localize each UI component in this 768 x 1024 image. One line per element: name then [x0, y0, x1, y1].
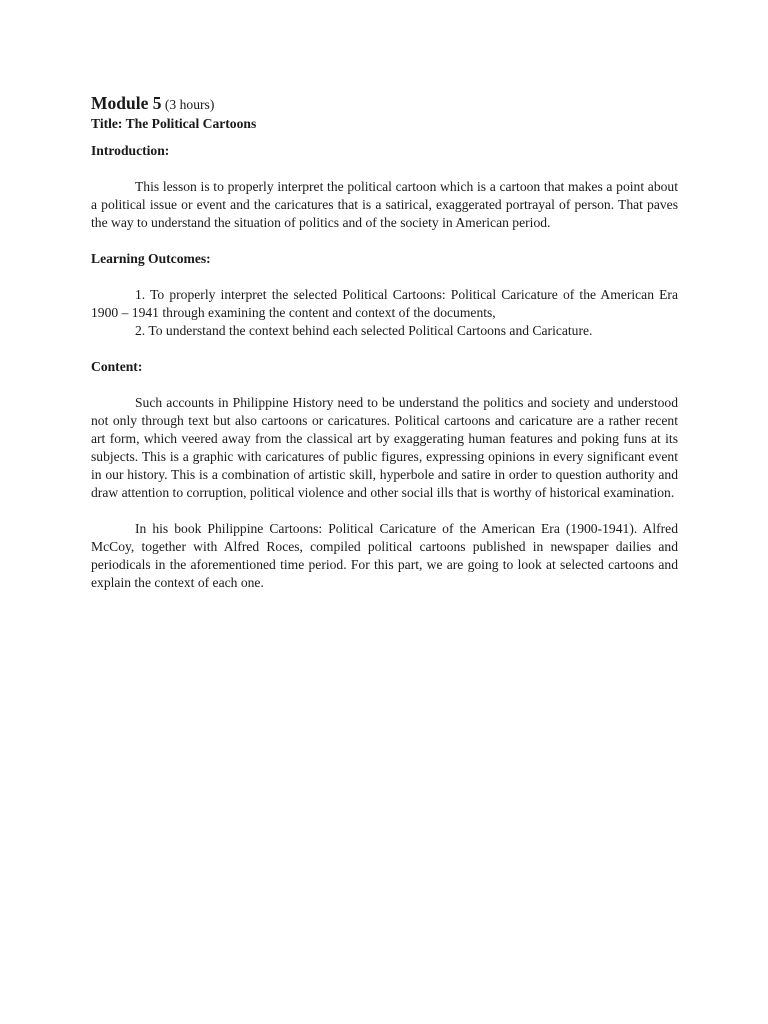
module-title: Module 5 [91, 93, 162, 113]
document-body [91, 93, 678, 592]
learning-outcome-item: 1. To properly interpret the selected Political Cartoons: Political Caricature of the American Era 1900 – 1941 through examining the content and context of the documents, [91, 287, 678, 320]
module-header [91, 93, 678, 115]
introduction-heading: Introduction: [91, 143, 170, 158]
learning-outcomes-heading: Learning Outcomes: [91, 251, 211, 266]
content-heading: Content: [91, 359, 143, 374]
module-hours: (3 hours) [164, 97, 215, 112]
module-subtitle: Title: The Political Cartoons [91, 116, 257, 131]
learning-outcome-item: 2. To understand the context behind each selected Political Cartoons and Caricature. [135, 323, 593, 338]
content-paragraph: In his book Philippine Cartoons: Political Caricature of the American Era (1900-1941). Alfred McCoy, together with Alfred Roces, compiled political cartoons published in newspaper dailies and periodicals in the aforementioned time period. For this part, we are going to look at selected cartoons and explain the context of each one. [91, 521, 678, 590]
introduction-paragraph: This lesson is to properly interpret the political cartoon which is a cartoon that makes a point about a political issue or event and the caricatures that is a satirical, exaggerated portrayal of person. That paves the way to understand the situation of politics and of the society in American period. [91, 179, 678, 230]
content-paragraph: Such accounts in Philippine History need to be understand the politics and society and understood not only through text but also cartoons or caricatures. Political cartoons and caricature are a rather recent art form, which veered away from the classical art by exaggerating human features and poking funs at its subjects. This is a graphic with caricatures of public figures, expressing opinions in every significant event in our history. This is a combination of artistic skill, hyperbole and satire in order to question authority and draw attention to corruption, political violence and other social ills that is worthy of historical examination. [91, 395, 678, 500]
